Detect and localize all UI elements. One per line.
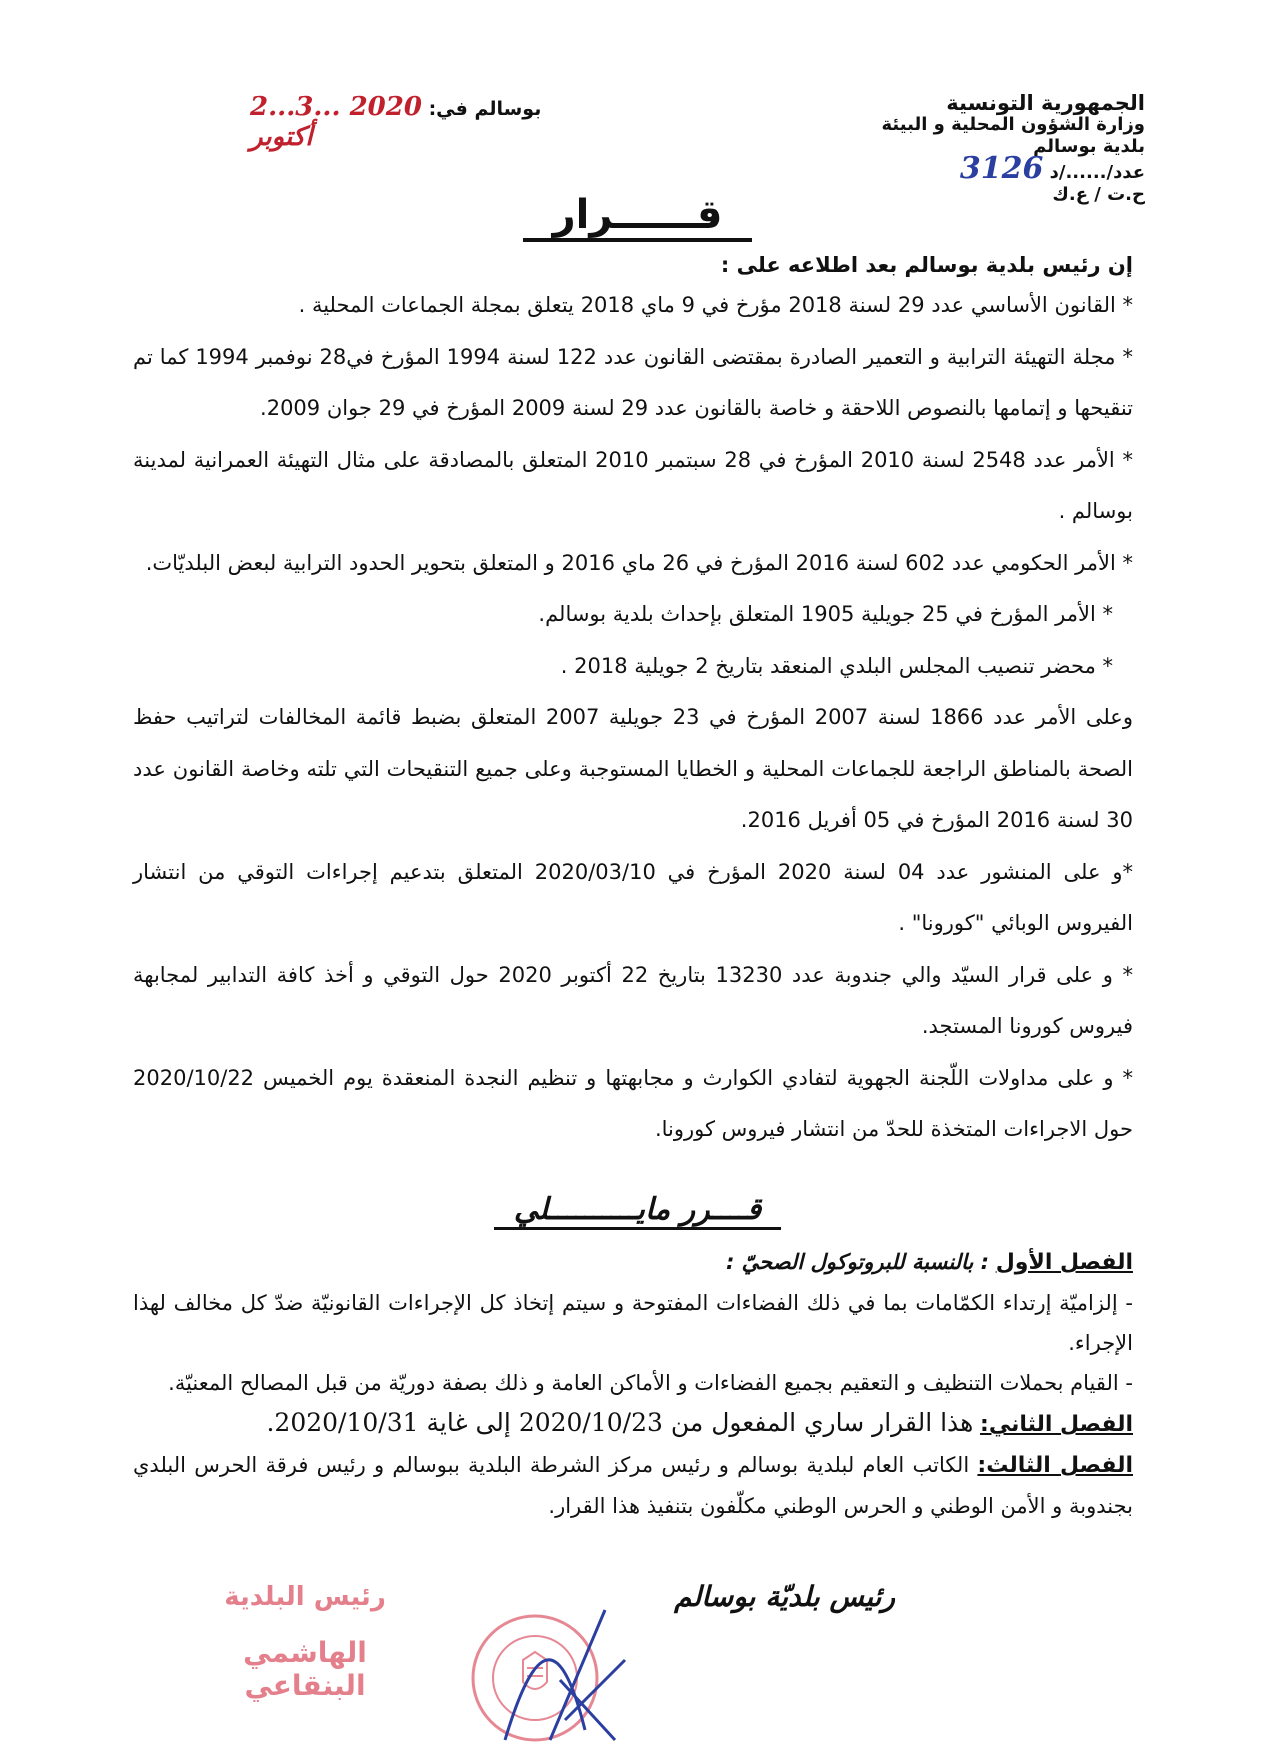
consideration-item: * الأمر عدد 2548 لسنة 2010 المؤرخ في 28 سبتمبر 2010 المتعلق بالمصادقة على مثال التهيئة العمرانية لمدينة بوسالم .	[133, 447, 1133, 523]
reference-code: ح.ت / ع.ك	[1052, 184, 1145, 205]
article-2-text: هذا القرار ساري المفعول من 2020/10/23 إلى غاية 2020/10/31.	[266, 1408, 974, 1437]
date-handwritten: 2020 ...3...2 أكتوبر	[250, 92, 422, 152]
reference-number: 3126	[959, 151, 1044, 186]
article-1-item: - إلزاميّة إرتداء الكمّامات بما في ذلك الفضاءات المفتوحة و سيتم إتخاذ كل الإجراءات القانونيّة ضدّ كل مخالف لهذا الإجراء.	[133, 1291, 1133, 1355]
stamp-line-2: الهاشمي البنقاعي	[243, 1636, 367, 1702]
consideration-item: * القانون الأساسي عدد 29 لسنة 2018 مؤرخ في 9 ماي 2018 يتعلق بمجلة الجماعات المحلية .	[298, 293, 1133, 317]
article-1-item: - القيام بحملات التنظيف و التعقيم بجميع الفضاءات و الأماكن العامة و ذلك بصفة دوريّة من قبل المصالح المعنيّة.	[168, 1371, 1133, 1395]
consideration-item: * و على مداولات اللّجنة الجهوية لتفادي الكوارث و مجابهتها و تنظيم النجدة المنعقدة يوم الخميس 2020/10/22 حول الاجراءات المتخذة للحدّ من انتشار فيروس كورونا.	[133, 1065, 1133, 1141]
document-title: قــــــرار	[0, 192, 1275, 238]
reference-label: عدد/....../د	[1049, 162, 1145, 183]
articles	[133, 1242, 1133, 1526]
article-1-heading	[133, 1242, 1133, 1283]
consideration-item: وعلى الأمر عدد 1866 لسنة 2007 المؤرخ في 23 جويلية 2007 المتعلق بضبط قائمة المخالفات لتراتيب حفظ الصحة بالمناطق الراجعة للجماعات المحلية و الخطايا المستوجبة وعلى جميع التنقيحات التي تلته وخاصة القانون عدد 30 لسنة 2016 المؤرخ في 05 أفريل 2016.	[133, 705, 1133, 832]
consideration-item: * الأمر الحكومي عدد 602 لسنة 2016 المؤرخ في 26 ماي 2016 و المتعلق بتحوير الحدود الترابية لبعض البلديّات.	[145, 550, 1133, 575]
article-1-subtitle: : بالنسبة للبروتوكول الصحيّ :	[725, 1250, 990, 1274]
intro-line: إن رئيس بلدية بوسالم بعد اطلاعه على :	[720, 253, 1133, 277]
republic-name: الجمهورية التونسية	[946, 91, 1145, 115]
consideration-item: *و على المنشور عدد 04 لسنة 2020 المؤرخ في 2020/03/10 المتعلق بتدعيم إجراءات التوقي من انتشار الفيروس الوبائي "كورونا" .	[133, 859, 1133, 935]
article-3-title: الفصل الثالث:	[977, 1453, 1133, 1478]
municipality-name: بلدية بوسالم	[1033, 136, 1145, 157]
article-3-text: الكاتب العام لبلدية بوسالم و رئيس مركز الشرطة البلدية ببوسالم و رئيس فرقة الحرس البلدي بجندوبة و الأمن الوطني و الحرس الوطني مكلّفون بتنفيذ هذا القرار.	[133, 1453, 1133, 1518]
ministry-name: وزارة الشؤون المحلية و البيئة	[881, 114, 1145, 135]
signature-title: رئيس بلديّة بوسالم	[674, 1580, 895, 1613]
stamp-line-1: رئيس البلدية	[224, 1582, 386, 1612]
reference-line	[725, 151, 1145, 186]
article-1-title: الفصل الأول	[995, 1250, 1133, 1275]
official-seal-icon	[465, 1600, 635, 1750]
consideration-item: * مجلة التهيئة الترابية و التعمير الصادرة بمقتضى القانون عدد 122 لسنة 1994 المؤرخ في28 نوفمبر 1994 كما تم تنقيحها و إتمامها بالنصوص اللاحقة و خاصة بالقانون عدد 29 لسنة 2009 المؤرخ في 29 جوان 2009.	[133, 344, 1133, 420]
article-2	[133, 1403, 1133, 1445]
place-date	[250, 92, 610, 152]
place-date-label: بوسالم في:	[428, 98, 542, 120]
consideration-item: * و على قرار السيّد والي جندوبة عدد 13230 بتاريخ 22 أكتوبر 2020 حول التوقي و أخذ كافة التدابير لمجابهة فيروس كورونا المستجد.	[133, 962, 1133, 1038]
consideration-item: * الأمر المؤرخ في 25 جويلية 1905 المتعلق بإحداث بلدية بوسالم.	[538, 602, 1113, 626]
document-body	[133, 250, 1133, 1156]
article-3	[133, 1445, 1133, 1526]
article-2-title: الفصل الثاني:	[980, 1412, 1133, 1437]
issuer-header	[725, 92, 1145, 206]
decided-heading: قــــرر مايــــــــــلي	[0, 1192, 1275, 1227]
consideration-item: * محضر تنصيب المجلس البلدي المنعقد بتاريخ 2 جويلية 2018 .	[560, 653, 1113, 678]
mayor-stamp	[205, 1582, 405, 1702]
